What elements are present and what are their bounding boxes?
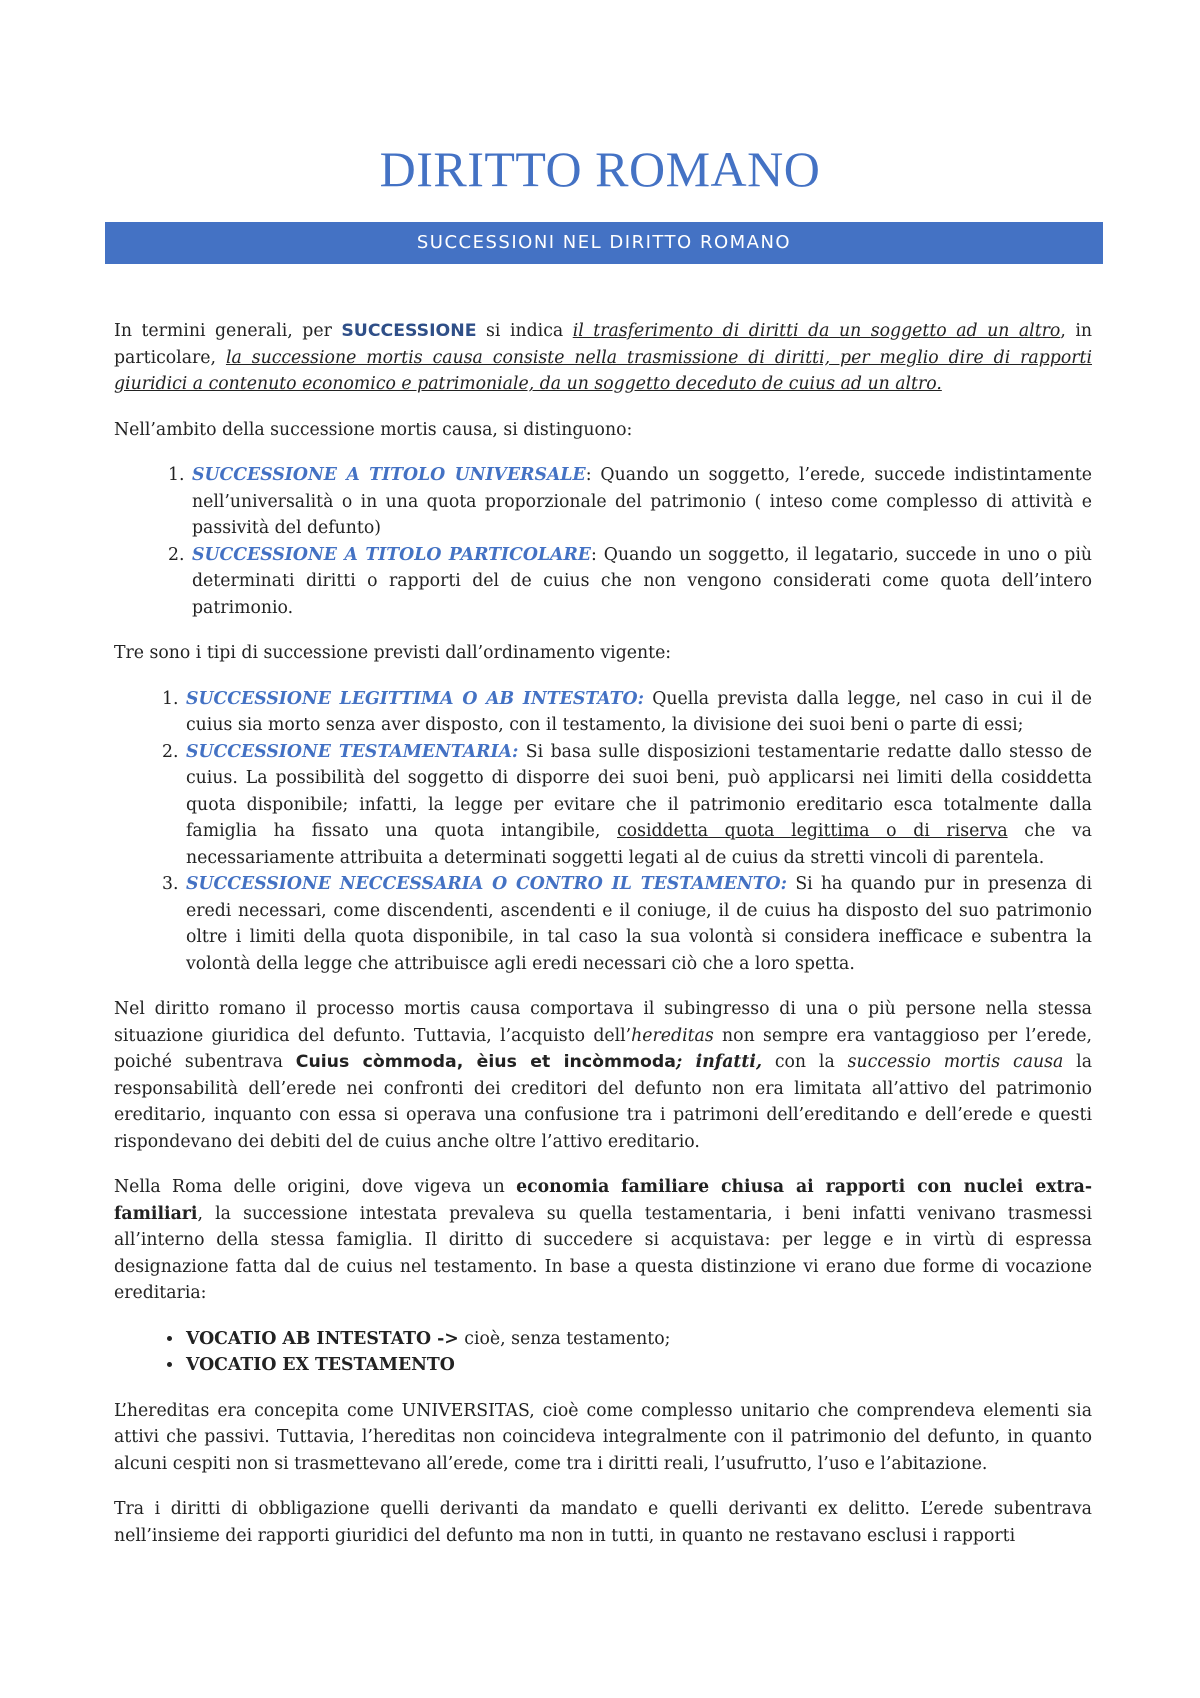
bold-economia: economia familiare chiusa ai rapporti con nuclei extra-familiari [114, 1177, 1092, 1224]
underlined-definition: il trasferimento di diritti da un soggetto ad un altro [572, 321, 1061, 341]
list-succession-types [114, 686, 1092, 978]
list-item: • VOCATIO EX TESTAMENTO [184, 1352, 1092, 1379]
paragraph-roman-law: Nel diritto romano il processo mortis causa comportava il subingresso di una o più persone nella stessa situazione giuridica del defunto. Tuttavia, l’acquisto dell’hereditas non sempre era vantaggioso per l’erede, poiché subentrava Cuius còmmoda, èius et incòmmoda; infatti, con la successio mortis causa la responsabilità dell’erede nei confronti dei creditori del defunto non era limitata all’attivo del patrimonio ereditario, inquanto con essa si operava una confusione tra i patrimoni dell’ereditando e dell’erede e questi rispondevano dei debiti del de cuius anche oltre l’attivo ereditario. [114, 999, 1093, 1152]
list-succession-kinds [114, 462, 1092, 621]
list-item: 2. SUCCESSIONE TESTAMENTARIA: Si basa sulle disposizioni testamentarie redatte dallo stesso de cuius. La possibilità del soggetto di disporre dei suoi beni, può applicarsi nei limiti della cosiddetta quota disponibile; infatti, la legge per evitare che il patrimonio ereditario esca totalmente dalla famiglia ha fissato una quota intangibile, cosiddetta quota legittima o di riserva che va necessariamente attribuita a determinati soggetti legati al de cuius da stretti vincoli di parentela. [184, 739, 1092, 872]
latin-maxim: Cuius còmmoda, èius et incòmmoda [295, 1052, 676, 1072]
list-item: 3. SUCCESSIONE NECCESSARIA O CONTRO IL TESTAMENTO: Si ha quando pur in presenza di eredi necessari, come discendenti, ascendenti e il coniuge, il de cuius ha disposto del suo patrimonio oltre i limiti della quota disponibile, in tal caso la sua volontà si considera inefficace e subentra la volontà della legge che attribuisce agli eredi necessari ciò che a loro spetta. [184, 871, 1092, 977]
list-item: 2. SUCCESSIONE A TITOLO PARTICOLARE: Quando un soggetto, il legatario, succede in uno o più determinati diritti o rapporti del de cuius che non vengono considerati come quota dell’intero patrimonio. [190, 542, 1092, 622]
paragraph-types: Tre sono i tipi di successione previsti dall’ordinamento vigente: [114, 643, 672, 663]
paragraph-hereditas: L’hereditas era concepita come UNIVERSITAS, cioè come complesso unitario che comprendeva elementi sia attivi che passivi. Tuttavia, l’hereditas non coincideva integralmente con il patrimonio del defunto, in quanto alcuni cespiti non si trasmettevano all’erede, come tra i diritti reali, l’usufrutto, l’uso e l’abitazione. [114, 1400, 1092, 1474]
list-item: 1. SUCCESSIONE A TITOLO UNIVERSALE: Quando un soggetto, l’erede, succede indistintamente nell’universalità o in una quota proporzionale del patrimonio ( inteso come complesso di attività e passività del defunto) [190, 462, 1092, 542]
list-item: • VOCATIO AB INTESTATO -> cioè, senza testamento; [184, 1326, 1092, 1353]
underlined-mortis-causa: la successione mortis causa consiste nella trasmissione di diritti, per meglio dire di rapporti giuridici a contenuto economico e patrimoniale, da un soggetto deceduto de cuius ad un altro. [114, 347, 1092, 394]
underlined-legittima: cosiddetta quota legittima o di riserva [617, 821, 1008, 841]
keyword-successione: SUCCESSIONE [341, 321, 477, 341]
document-title: DIRITTO ROMANO [379, 141, 821, 197]
section-banner: SUCCESSIONI NEL DIRITTO ROMANO [105, 222, 1103, 264]
list-vocatio [114, 1326, 1092, 1379]
list-item: 1. SUCCESSIONE LEGITTIMA O AB INTESTATO: Quella prevista dalla legge, nel caso in cui il de cuius sia morto senza aver disposto, con il testamento, la divisione dei suoi beni o parte di essi; [184, 686, 1092, 739]
document-body [114, 318, 1092, 1568]
paragraph-intro: In termini generali, per SUCCESSIONE si indica il trasferimento di diritti da un soggetto ad un altro, in particolare, la successione mortis causa consiste nella trasmissione di diritti, per meglio dire di rapporti giuridici a contenuto economico e patrimoniale, da un soggetto deceduto de cuius ad un altro. [114, 321, 1092, 394]
paragraph-distinction: Nell’ambito della successione mortis causa, si distinguono: [114, 419, 633, 440]
paragraph-origins: Nella Roma delle origini, dove vigeva un economia familiare chiusa ai rapporti con nuclei extra-familiari, la successione intestata prevaleva su quella testamentaria, i beni infatti venivano trasmessi all’interno della stessa famiglia. Il diritto di succedere si acquistava: per legge e in virtù di espressa designazione fatta dal de cuius nel testamento. In base a questa distinzione vi erano due forme di vocazione ereditaria: [114, 1177, 1092, 1303]
paragraph-obligations: Tra i diritti di obbligazione quelli derivanti da mandato e quelli derivanti ex delitto. L’erede subentrava nell’insieme dei rapporti giuridici del defunto ma non in tutti, in quanto ne restavano esclusi i rapporti [114, 1499, 1092, 1546]
